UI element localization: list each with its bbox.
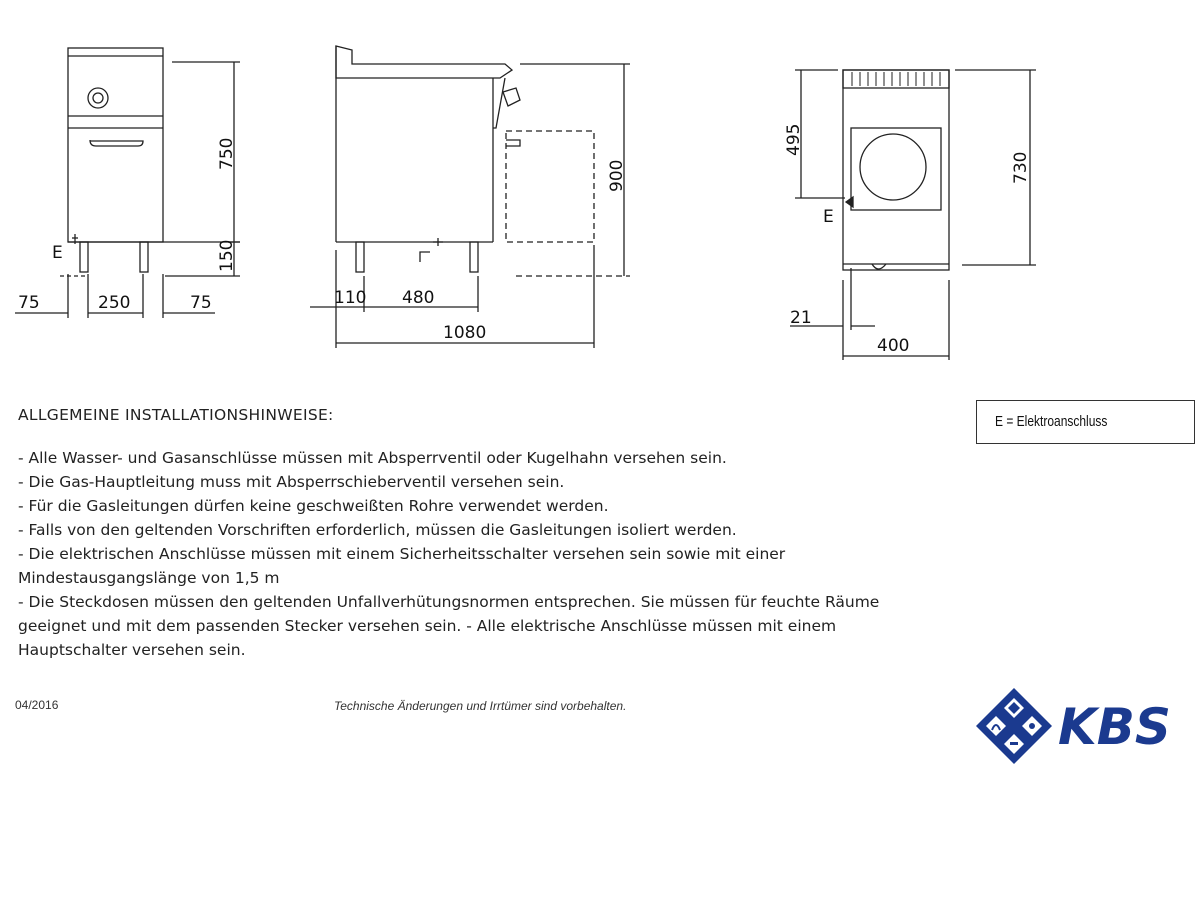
cooking-plate-icon [860, 134, 926, 200]
installation-line: - Alle Wasser- und Gasanschlüsse müssen mit Absperrventil oder Kugelhahn versehen sein. [18, 449, 727, 467]
side-dim-total: 1080 [443, 323, 487, 343]
front-dim-right: 75 [190, 293, 212, 313]
footer-date: 04/2016 [15, 698, 59, 712]
installation-line: - Für die Gasleitungen dürfen keine geschweißten Rohre verwendet werden. [18, 497, 609, 515]
installation-line: Hauptschalter versehen sein. [18, 641, 246, 659]
installation-line: Mindestausgangslänge von 1,5 m [18, 569, 280, 587]
side-dim-offset: 110 [334, 288, 367, 308]
installation-line: - Falls von den geltenden Vorschriften erforderlich, müssen die Gasleitungen isoliert werden. [18, 521, 737, 539]
technical-drawing [0, 0, 1200, 400]
installation-line: - Die Steckdosen müssen den geltenden Unfallverhütungsnormen entsprechen. Sie müssen für feuchte Räume [18, 593, 880, 611]
top-dim-offset: 21 [790, 308, 812, 328]
installation-line: - Die Gas-Hauptleitung muss mit Absperrschieberventil versehen sein. [18, 473, 565, 491]
legend-box [976, 400, 1195, 444]
side-knob-icon [503, 88, 520, 106]
front-connection-label: E [52, 243, 63, 263]
kbs-logo [976, 686, 1191, 766]
front-dim-left: 75 [18, 293, 40, 313]
top-dim-width: 400 [877, 336, 910, 356]
front-dim-legs: 150 [217, 239, 237, 272]
side-dim-depth: 480 [402, 288, 435, 308]
top-dim-depth: 495 [784, 123, 804, 156]
control-knob-icon [88, 88, 108, 108]
logo-emblem-icon [976, 688, 1052, 764]
front-dim-width: 250 [98, 293, 131, 313]
installation-notes [18, 406, 958, 662]
door-handle-icon [90, 140, 143, 146]
legend-text: E = Elektroanschluss [995, 413, 1108, 430]
logo-text: KBS [1058, 698, 1171, 756]
front-dim-height: 750 [217, 137, 237, 170]
footer-disclaimer: Technische Änderungen und Irrtümer sind vorbehalten. [334, 699, 627, 713]
installation-title: ALLGEMEINE INSTALLATIONSHINWEISE: [18, 406, 334, 424]
installation-line: geeignet und mit dem passenden Stecker versehen sein. - Alle elektrische Anschlüsse müssen mit einem [18, 617, 837, 635]
side-dim-height: 900 [607, 159, 627, 192]
top-connection-label: E [823, 207, 834, 227]
front-view [15, 48, 240, 318]
top-dim-total: 730 [1011, 151, 1031, 184]
installation-line: - Die elektrischen Anschlüsse müssen mit einem Sicherheitsschalter versehen sein sowie mit einer [18, 545, 786, 563]
